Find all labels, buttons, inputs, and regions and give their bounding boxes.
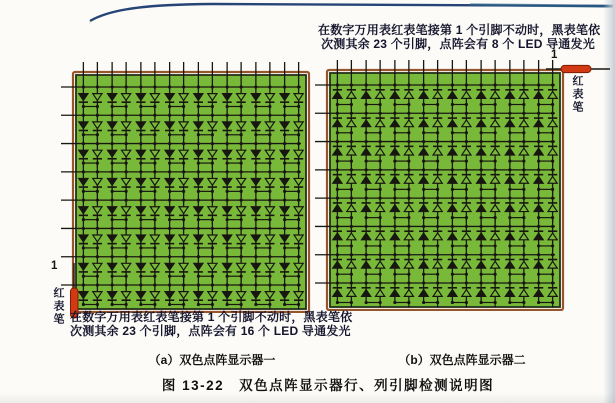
red-probe-tip xyxy=(561,65,591,72)
annotation-matrix-two-line2: 次测其余 23 个引脚，点阵会有 8 个 LED 导通发光 xyxy=(321,36,595,51)
page-bottom-shadow xyxy=(0,393,615,403)
caption-panel-a: （a）双色点阵显示器一 xyxy=(148,353,276,367)
pin1-label-matrix-two: 1 xyxy=(551,49,558,61)
annotation-matrix-two xyxy=(318,23,601,51)
annotation-matrix-two-line1: 在数字万用表红表笔接第 1 个引脚不动时，黑表笔依 xyxy=(318,23,601,37)
caption-panel-b: （b）双色点阵显示器二 xyxy=(398,353,526,367)
page-right-edge xyxy=(603,0,615,403)
page-top-edge-curve xyxy=(0,0,615,24)
red-probe-matrix-two xyxy=(544,62,615,76)
annotation-matrix-one xyxy=(70,310,353,338)
red-probe-label-matrix-two: 红表笔 xyxy=(571,75,583,114)
pin1-label-matrix-one: 1 xyxy=(51,260,58,272)
annotation-matrix-one-line2: 次测其余 23 个引脚，点阵会有 16 个 LED 导通发光 xyxy=(70,323,351,338)
led-matrix-two xyxy=(314,59,566,311)
annotation-matrix-one-line1: 在数字万用表红表笔接第 1 个引脚不动时，黑表笔依 xyxy=(70,310,353,324)
figure-caption: 图 13-22 双色点阵显示器行、列引脚检测说明图 xyxy=(161,378,495,393)
red-probe-label-matrix-one: 红表笔 xyxy=(52,287,64,326)
